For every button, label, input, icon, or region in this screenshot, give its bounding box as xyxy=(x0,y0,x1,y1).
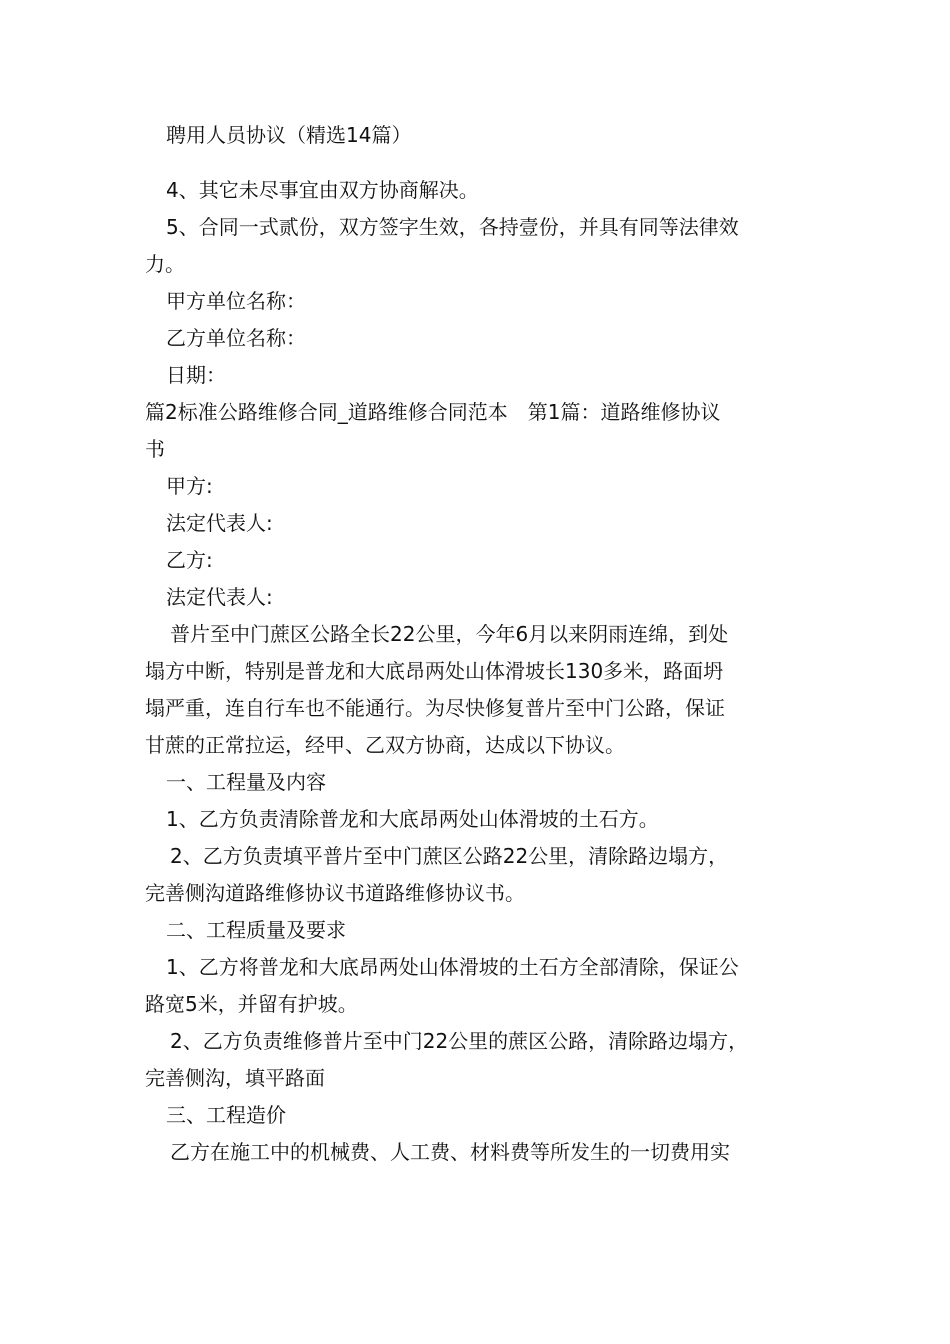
clause-line: 5、合同一式贰份，双方签字生效，各持壹份，并具有同等法律效 xyxy=(166,215,739,239)
section-heading: 三、工程造价 xyxy=(166,1103,286,1127)
party-line: 法定代表人: xyxy=(166,511,273,535)
clause-line: 4、其它未尽事宜由双方协商解决。 xyxy=(166,178,479,202)
section-heading: 二、工程质量及要求 xyxy=(166,918,346,942)
date-line: 日期： xyxy=(166,363,226,387)
document-title: 聘用人员协议（精选14篇） xyxy=(166,123,412,147)
paragraph-line: 普片至中门蔗区公路全长22公里，今年6月以来阴雨连绵，到处 xyxy=(170,622,729,646)
spacer xyxy=(145,154,815,172)
paragraph-line: 甘蔗的正常拉运，经甲、乙双方协商，达成以下协议。 xyxy=(145,733,625,757)
clause-line: 路宽5米，并留有护坡。 xyxy=(145,992,358,1016)
clause-line: 力。 xyxy=(145,252,185,276)
paragraph-line: 塌严重，连自行车也不能通行。为尽快修复普片至中门公路，保证 xyxy=(145,696,725,720)
section-heading: 书 xyxy=(145,437,165,461)
clause-line: 完善侧沟道路维修协议书道路维修协议书。 xyxy=(145,881,525,905)
document-body xyxy=(145,117,815,1171)
clause-line: 2、乙方负责维修普片至中门22公里的蔗区公路，清除路边塌方， xyxy=(170,1029,749,1053)
clause-line: 完善侧沟，填平路面 xyxy=(145,1066,325,1090)
clause-line: 1、乙方负责清除普龙和大底昂两处山体滑坡的土石方。 xyxy=(166,807,659,831)
party-line: 甲方: xyxy=(166,474,213,498)
clause-line: 1、乙方将普龙和大底昂两处山体滑坡的土石方全部清除，保证公 xyxy=(166,955,739,979)
section-heading: 篇2标准公路维修合同_道路维修合同范本 第1篇：道路维修协议 xyxy=(145,400,721,424)
party-line: 乙方: xyxy=(166,548,213,572)
signature-line: 乙方单位名称： xyxy=(166,326,306,350)
paragraph-line: 乙方在施工中的机械费、人工费、材料费等所发生的一切费用实 xyxy=(170,1140,730,1164)
clause-line: 2、乙方负责填平普片至中门蔗区公路22公里，清除路边塌方， xyxy=(170,844,729,868)
paragraph-line: 塌方中断，特别是普龙和大底昂两处山体滑坡长130多米，路面坍 xyxy=(145,659,724,683)
signature-line: 甲方单位名称： xyxy=(166,289,306,313)
section-heading: 一、工程量及内容 xyxy=(166,770,326,794)
party-line: 法定代表人: xyxy=(166,585,273,609)
